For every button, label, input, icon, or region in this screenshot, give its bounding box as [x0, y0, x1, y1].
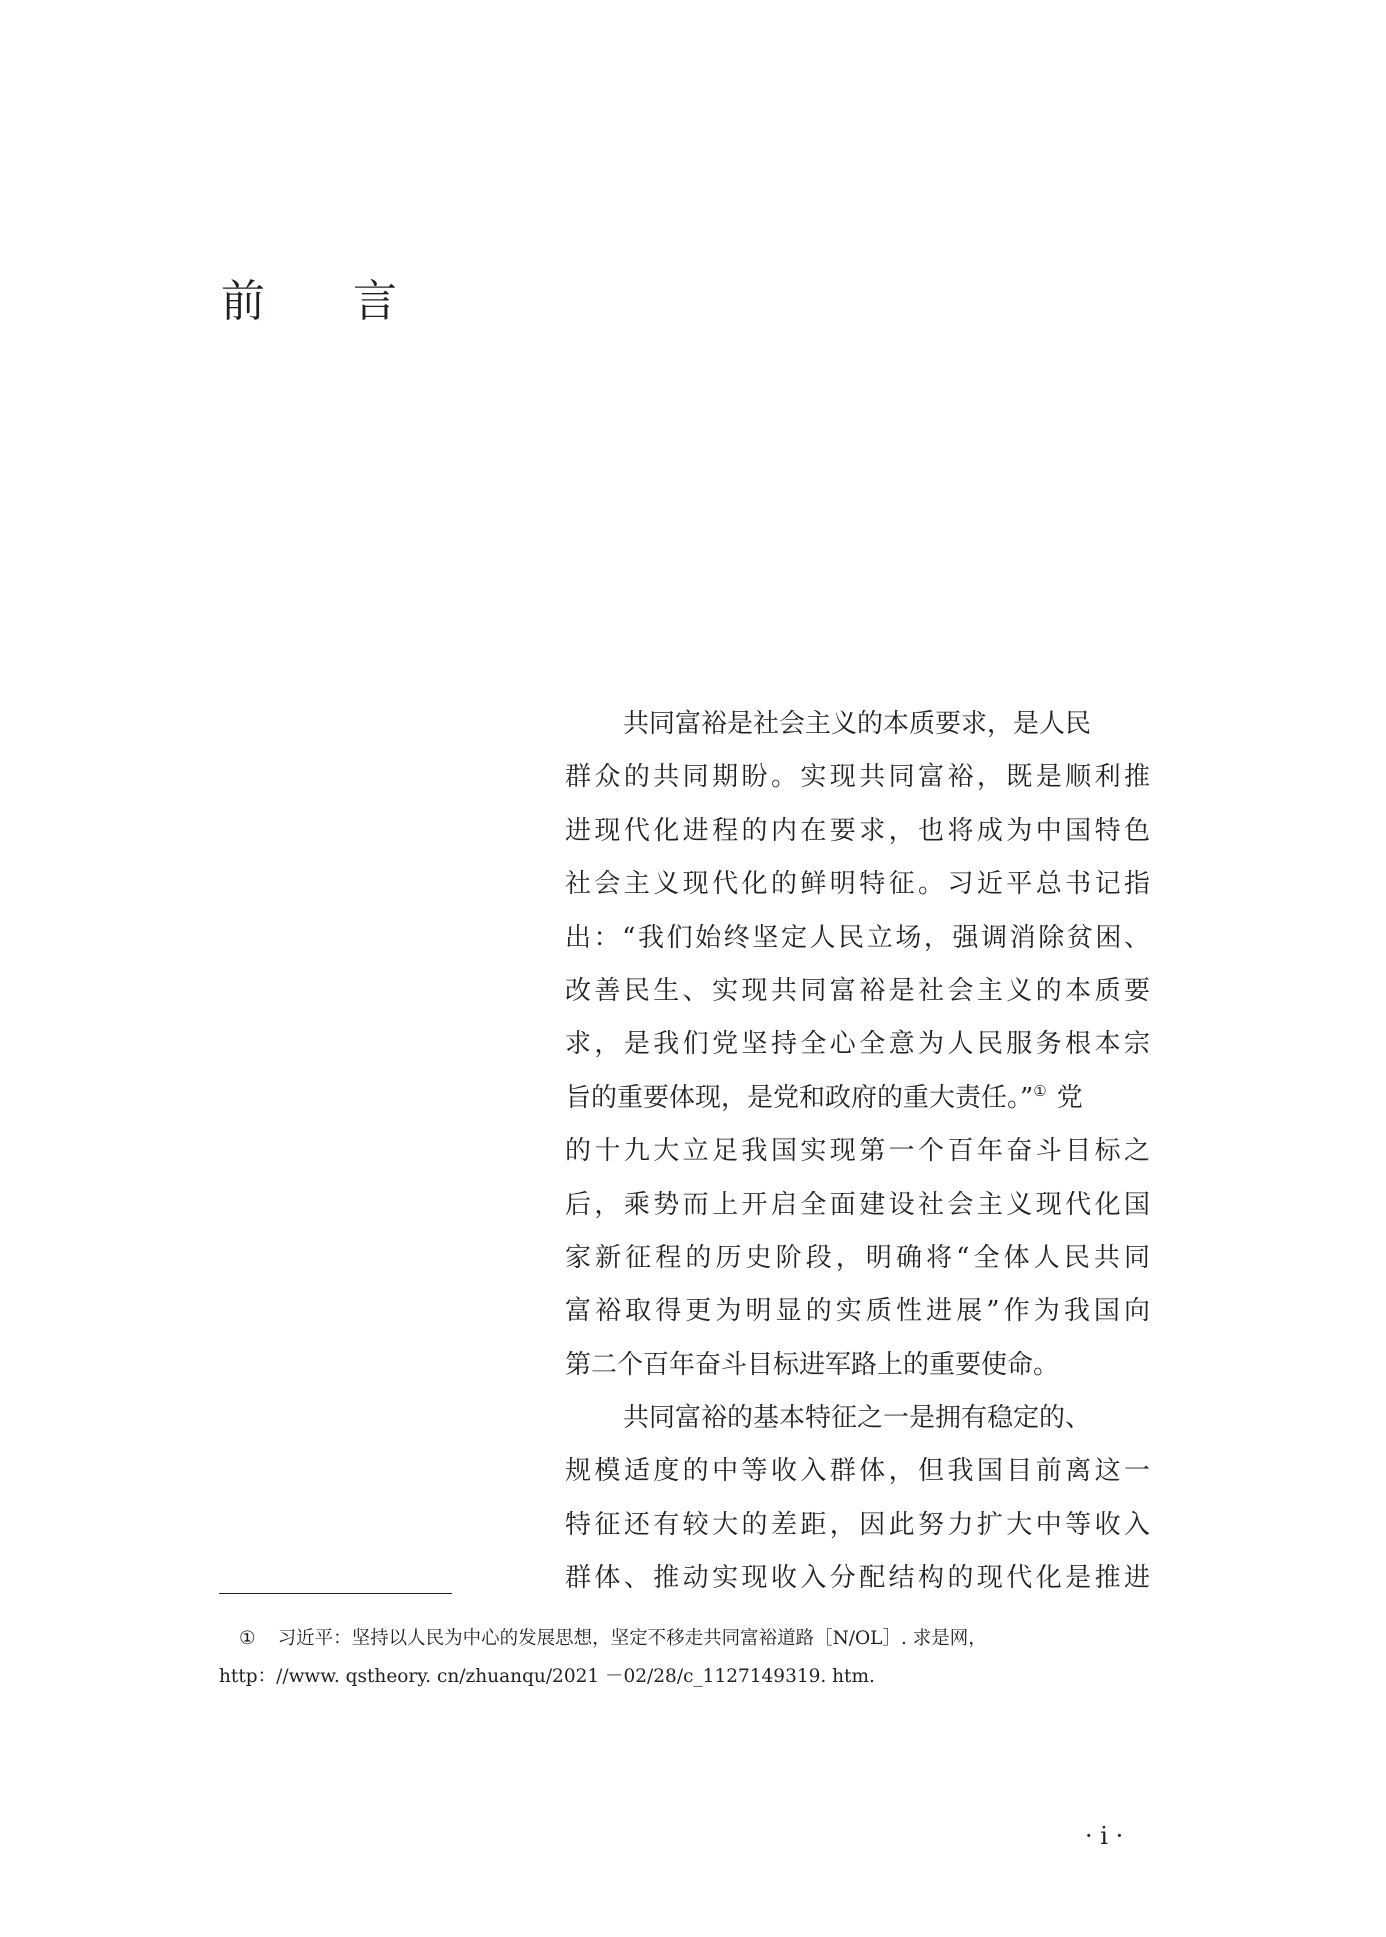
preface-body [565, 698, 1150, 1606]
footnote-text: 习近平：坚持以人民为中心的发展思想，坚定不移走共同富裕道路［N/OL］. 求是网， [277, 1628, 987, 1649]
footnote-mark: ① [239, 1628, 256, 1649]
footnote-url[interactable]: http：//www. qstheory. cn/zhuanqu/2021 －02/28/c_1127149319. htm. [219, 1666, 875, 1687]
page-title-char: 前 [221, 276, 265, 327]
text-line-with-footnote [565, 1072, 1150, 1125]
text-line: 第二个百年奋斗目标进军路上的重要使命。 [565, 1349, 1060, 1380]
text-line: 群体、推动实现收入分配结构的现代化是推进 [565, 1563, 1150, 1594]
text-line: 社会主义现代化的鲜明特征。习近平总书记指 [565, 869, 1150, 900]
text-line: 特征还有较大的差距，因此努力扩大中等收入 [565, 1509, 1150, 1540]
page-title [221, 272, 397, 332]
page-title-char: 言 [353, 276, 397, 327]
text-line: 群众的共同期盼。实现共同富裕，既是顺利推 [565, 762, 1150, 793]
text-line: 进现代化进程的内在要求，也将成为中国特色 [565, 815, 1150, 846]
text-line: 出：“我们始终坚定人民立场，强调消除贫困、 [565, 922, 1150, 953]
footnote [219, 1620, 1149, 1696]
footnote-reference[interactable]: ① [1033, 1081, 1047, 1100]
footnote-line [219, 1620, 1149, 1658]
text-line-segment: 党 [1056, 1082, 1083, 1113]
text-line: 规模适度的中等收入群体，但我国目前离这一 [565, 1456, 1150, 1487]
text-line: 的十九大立足我国实现第一个百年奋斗目标之 [565, 1136, 1150, 1167]
text-line: 改善民生、实现共同富裕是社会主义的本质要 [565, 975, 1150, 1006]
text-line: 后，乘势而上开启全面建设社会主义现代化国 [565, 1189, 1150, 1220]
text-line: 家新征程的历史阶段，明确将“全体人民共同 [565, 1242, 1150, 1273]
text-line: 富裕取得更为明显的实质性进展”作为我国向 [565, 1296, 1150, 1327]
text-line: 共同富裕是社会主义的本质要求，是人民 [623, 709, 1092, 739]
page-number: · i · [1085, 1822, 1124, 1850]
footnote-divider [219, 1593, 452, 1594]
text-line-segment: 旨的重要体现，是党和政府的重大责任。” [565, 1082, 1034, 1113]
text-line: 共同富裕的基本特征之一是拥有稳定的、 [623, 1403, 1092, 1434]
text-line: 求，是我们党坚持全心全意为人民服务根本宗 [565, 1029, 1150, 1060]
